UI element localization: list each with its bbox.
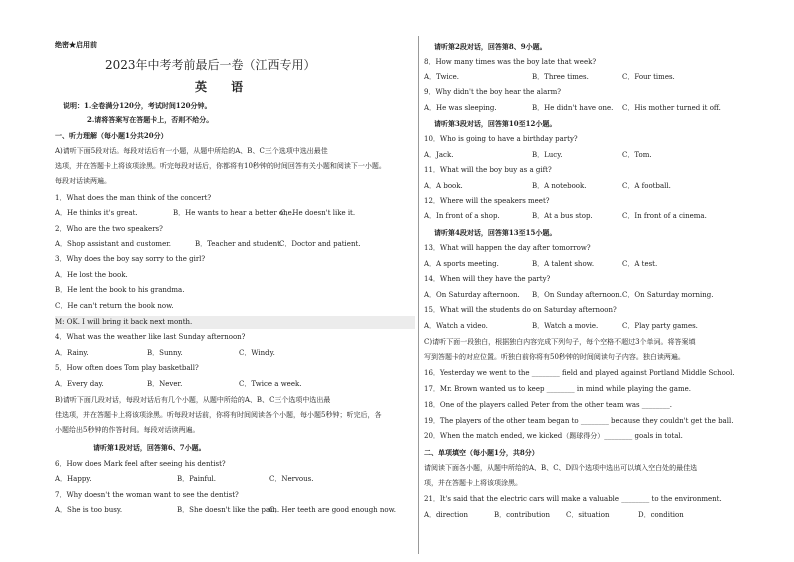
option-b[interactable]: B．At a bus stop. [532, 212, 593, 220]
question-16: 16．Yesterday we went to the ________ field and played against Portland Middle School. [424, 369, 735, 377]
part-a-instruction-3: 每段对话读两遍。 [55, 177, 111, 185]
option-a[interactable]: A．On Saturday afternoon. [424, 291, 520, 299]
section-2-instruction-2: 项，并在答题卡上将该项涂黑。 [424, 479, 522, 487]
question-13: 13．What will happen the day after tomorrow? [424, 244, 591, 252]
question-15-options [424, 322, 698, 331]
part-a-instruction-2: 选项，并在答题卡上将该项涂黑。听完每段对话后，你都将有10秒钟的时间回答有关小题和阅读下一小题。 [55, 162, 386, 170]
option-b[interactable]: B．He wants to hear a better one. [173, 209, 295, 217]
question-11: 11．What will the boy buy as a gift? [424, 166, 552, 174]
question-15: 15．What will the students do on Saturday afternoon? [424, 306, 617, 314]
option-b[interactable]: B．Painful. [177, 475, 217, 483]
option-c[interactable]: C．In front of a cinema. [622, 212, 707, 220]
option-a[interactable]: A．Every day. [55, 380, 104, 388]
question-9: 9．Why didn't the boy hear the alarm? [424, 88, 561, 96]
question-13-options [424, 260, 657, 269]
option-a[interactable]: A．direction [424, 511, 468, 519]
question-10-options [424, 151, 652, 160]
option-b[interactable]: B．Never. [147, 380, 183, 388]
option-c[interactable]: C．Play party games. [622, 322, 698, 330]
option-c[interactable]: C．Tom. [622, 151, 652, 159]
part-b-instruction-3: 小题给出5秒钟的作答时间。每段对话读两遍。 [55, 426, 200, 434]
question-12: 12．Where will the speakers meet? [424, 197, 550, 205]
question-5-options [55, 380, 301, 389]
question-3-option-c[interactable]: C．He can't return the book now. [55, 302, 174, 310]
option-c[interactable]: C．A test. [622, 260, 658, 268]
secret-label: 绝密★启用前 [55, 40, 97, 49]
question-6-options [55, 475, 313, 484]
question-7: 7．Why doesn't the woman want to see the dentist? [55, 491, 239, 499]
option-a[interactable]: A．A sports meeting. [424, 260, 499, 268]
question-12-options [424, 212, 707, 221]
question-14-options [424, 291, 713, 300]
question-18: 18．One of the players called Peter from the other team was ________. [424, 401, 673, 409]
question-3-option-b[interactable]: B．He lent the book to his grandma. [55, 286, 185, 294]
question-9-options [424, 104, 721, 113]
option-b[interactable]: B．Teacher and student. [195, 240, 283, 248]
question-11-options [424, 182, 671, 191]
option-a[interactable]: A．He was sleeping. [424, 104, 497, 112]
question-3: 3．Why does the boy say sorry to the girl? [55, 255, 206, 263]
option-c[interactable]: C．Doctor and patient. [279, 240, 361, 248]
option-b[interactable]: B．Watch a movie. [532, 322, 599, 330]
question-1: 1．What does the man think of the concert? [55, 194, 212, 202]
option-b[interactable]: B．She doesn't like the pain. [177, 506, 280, 514]
option-c[interactable]: C．Twice a week. [239, 380, 302, 388]
option-a[interactable]: A．A book. [424, 182, 463, 190]
highlighted-transcript: M: OK. I will bring it back next month. [55, 316, 415, 329]
dialog-3-heading: 请听第3段对话，回答第10至12小题。 [434, 119, 557, 128]
instruction-1: 说明：1.全卷满分120分，考试时间120分钟。 [63, 101, 212, 110]
column-divider [418, 36, 419, 554]
option-c[interactable]: C．Windy. [239, 349, 275, 357]
question-17: 17．Mr. Brown wanted us to keep ________ in mind while playing the game. [424, 385, 691, 393]
option-c[interactable]: C．A football. [622, 182, 671, 190]
question-20: 20．When the match ended, we kicked（踢球得分）________ goals in total. [424, 432, 683, 440]
question-19: 19．The players of the other team began to ________ because they couldn't get the ball. [424, 417, 734, 425]
option-a[interactable]: A．In front of a shop. [424, 212, 500, 220]
question-3-option-a[interactable]: A．He lost the book. [55, 271, 128, 279]
option-a[interactable]: A．Twice. [424, 73, 459, 81]
option-b[interactable]: B．Sunny. [147, 349, 183, 357]
option-b[interactable]: B．contribution [494, 511, 550, 519]
part-b-instruction-1: B)请听下面几段对话，每段对话后有几个小题，从题中所给的A、B、C三个选项中选出最 [55, 396, 331, 404]
option-b[interactable]: B．He didn't have one. [532, 104, 614, 112]
question-2-options [55, 240, 360, 249]
question-4-options [55, 349, 275, 358]
option-a[interactable]: A．Rainy. [55, 349, 89, 357]
question-8-options [424, 73, 675, 82]
dialog-1-heading: 请听第1段对话，回答第6、7小题。 [93, 443, 206, 452]
part-c-instruction-1: C)请听下面一段独白，根据独白内容完成下列句子，每个空格不超过3个单词。将答案填 [424, 338, 696, 346]
question-7-options [55, 506, 396, 515]
option-a[interactable]: A．Watch a video. [424, 322, 488, 330]
dialog-2-heading: 请听第2段对话，回答第8、9小题。 [434, 42, 547, 51]
part-c-instruction-2: 写到答题卡的对应位置。听独白前你将有50秒钟的时间阅读句子内容。独白读两遍。 [424, 353, 685, 361]
question-10: 10．Who is going to have a birthday party? [424, 135, 578, 143]
option-b[interactable]: B．Lucy. [532, 151, 563, 159]
part-b-instruction-2: 佳选项，并在答题卡上将该项涂黑。听每段对话前，你将有时间阅读各个小题，每小题5秒钟；听完后，各 [55, 411, 382, 419]
option-c[interactable]: C．Four times. [622, 73, 675, 81]
option-a[interactable]: A．He thinks it's great. [55, 209, 138, 217]
option-a[interactable]: A．Jack. [424, 151, 454, 159]
exam-title: 2023年中考考前最后一卷（江西专用） [105, 58, 316, 72]
question-2: 2．Who are the two speakers? [55, 225, 163, 233]
option-a[interactable]: A．Happy. [55, 475, 92, 483]
option-c[interactable]: C．Nervous. [269, 475, 314, 483]
question-21: 21．It's said that the electric cars will make a valuable ________ to the environment. [424, 495, 722, 503]
part-a-instruction-1: A)请听下面5段对话。每段对话后有一小题，从题中所给的A、B、C三个选项中选出最佳 [55, 147, 328, 155]
instruction-2: 2.请将答案写在答题卡上，否则不给分。 [87, 115, 214, 124]
option-b[interactable]: B．A notebook. [532, 182, 587, 190]
dialog-4-heading: 请听第4段对话，回答第13至15小题。 [434, 228, 557, 237]
question-21-options [424, 511, 684, 520]
option-c[interactable]: C．He doesn't like it. [280, 209, 356, 217]
section-2-instruction-1: 请阅读下面各小题，从题中所给的A、B、C、D四个选项中选出可以填入空白处的最佳选 [424, 464, 698, 472]
question-4: 4．What was the weather like last Sunday afternoon? [55, 333, 246, 341]
question-5: 5．How often does Tom play basketball? [55, 364, 199, 372]
question-8: 8．How many times was the boy late that week? [424, 58, 597, 66]
option-b[interactable]: B．A talent show. [532, 260, 595, 268]
question-14: 14．When will they have the party? [424, 275, 551, 283]
option-c[interactable]: C．On Saturday morning. [622, 291, 714, 299]
option-a[interactable]: A．Shop assistant and customer. [55, 240, 172, 248]
question-1-options [55, 209, 355, 218]
section-listening-heading: 一、听力理解（每小题1分共20分） [55, 131, 168, 140]
question-6: 6．How does Mark feel after seeing his dentist? [55, 460, 226, 468]
option-b[interactable]: B．On Sunday afternoon. [532, 291, 622, 299]
option-a[interactable]: A．She is too busy. [55, 506, 123, 514]
option-c[interactable]: C．His mother turned it off. [622, 104, 721, 112]
option-d[interactable]: D．condition [638, 511, 684, 519]
section-multiple-choice-heading: 二、单项填空（每小题1分，共8分） [424, 448, 539, 457]
subject-title: 英 语 [195, 80, 254, 94]
option-c[interactable]: C．situation [566, 511, 610, 519]
option-b[interactable]: B．Three times. [532, 73, 589, 81]
option-c[interactable]: C．Her teeth are good enough now. [269, 506, 397, 514]
